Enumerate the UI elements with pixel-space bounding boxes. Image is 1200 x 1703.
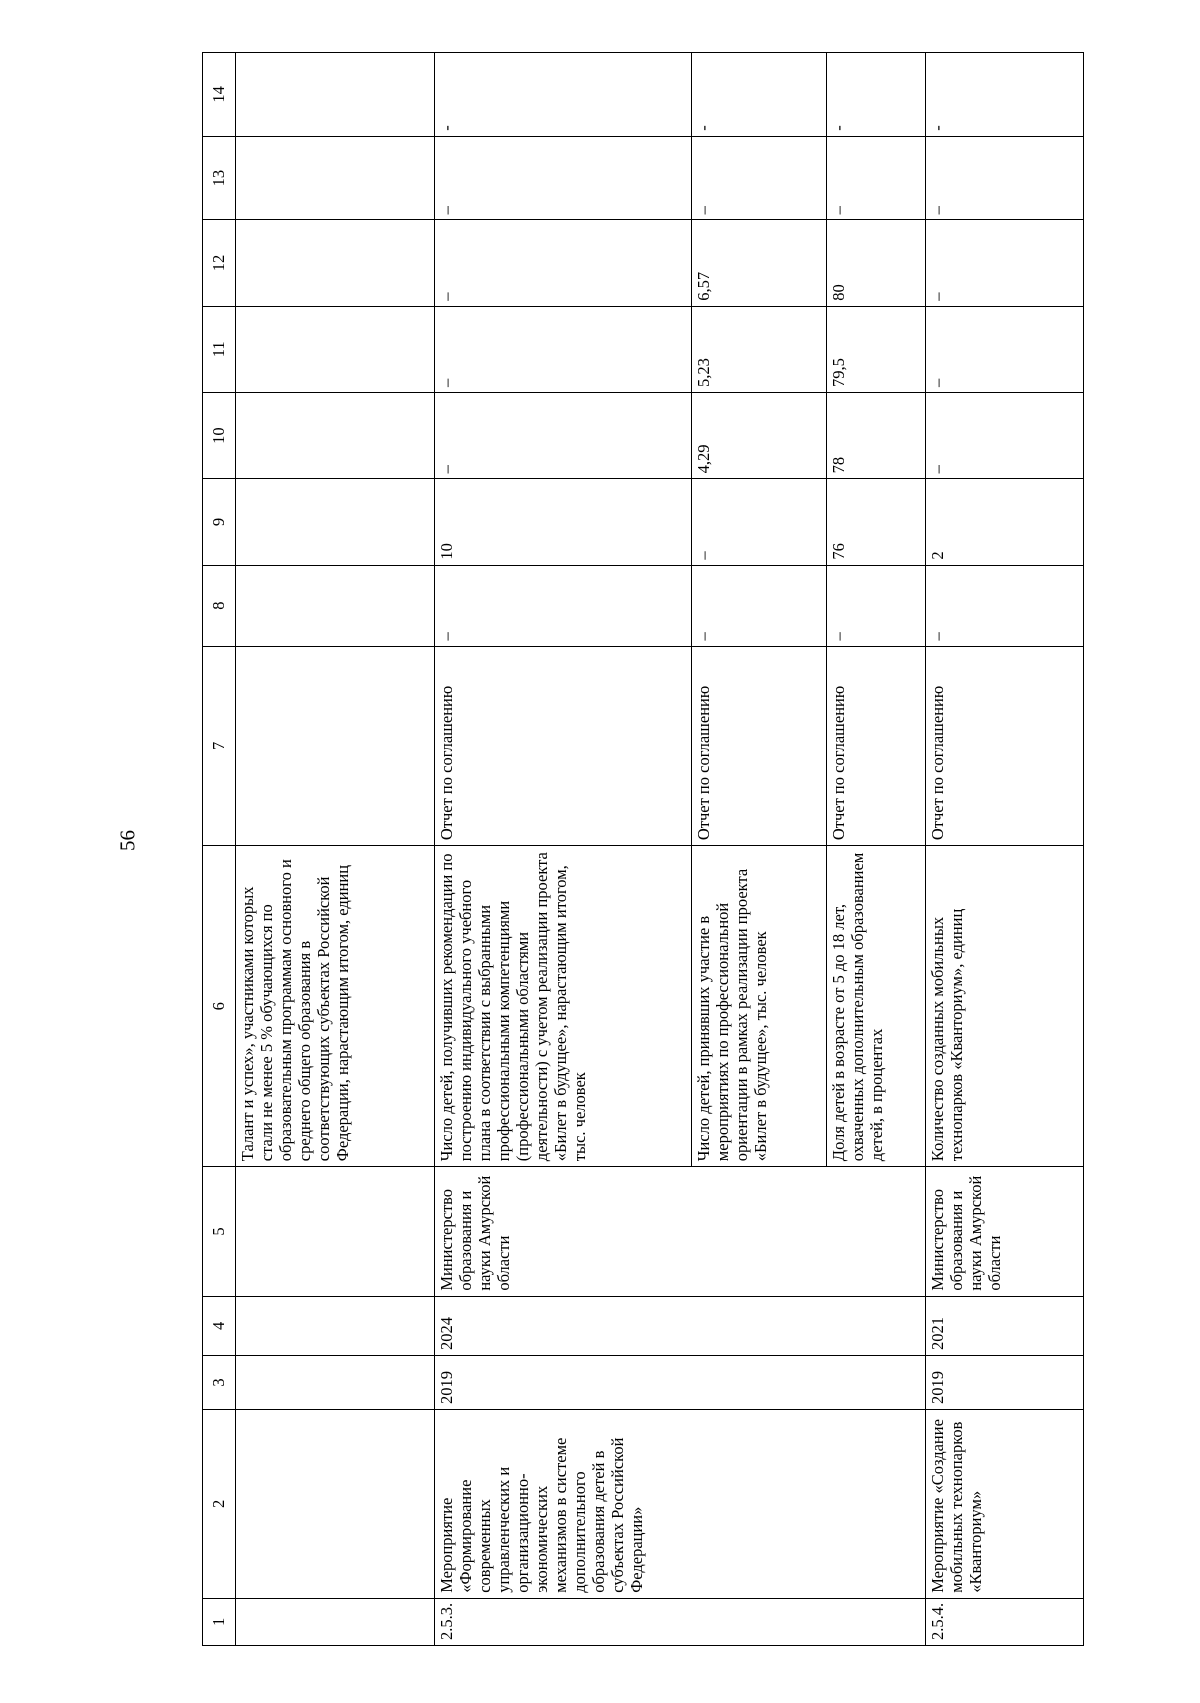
header-cell-14: 14 [203,53,236,137]
end-year-cell: 2021 [926,1296,1084,1355]
value-cell-8: – [435,565,692,646]
source-cell: Отчет по соглашению [435,646,692,846]
table-header-row [203,53,236,1646]
cell-empty [236,1296,435,1355]
cell-empty [236,479,435,565]
executor-cell: Министерство образования и науки Амурской области [435,1167,926,1296]
source-cell: Отчет по соглашению [926,646,1084,846]
indicator-cell: Количество созданных мобильных технопарков «Кванториум», единиц [926,846,1084,1167]
header-cell-10: 10 [203,393,236,479]
value-cell-12: 6,57 [692,220,827,306]
cell-empty [236,646,435,846]
value-cell-12: – [435,220,692,306]
value-cell-13: – [826,136,926,220]
value-cell-14: - [926,53,1084,137]
cell-empty [236,565,435,646]
cell-empty [236,306,435,392]
value-cell-9: – [692,479,827,565]
program-table [202,52,1084,1646]
value-cell-13: – [435,136,692,220]
cell-empty [236,220,435,306]
header-cell-13: 13 [203,136,236,220]
value-cell-10: 78 [826,393,926,479]
value-cell-11: – [926,306,1084,392]
cell-empty [236,1598,435,1645]
header-cell-4: 4 [203,1296,236,1355]
value-cell-8: – [692,565,827,646]
value-cell-14: - [826,53,926,137]
cell-empty [236,1409,435,1598]
value-cell-14: - [692,53,827,137]
header-cell-11: 11 [203,306,236,392]
header-cell-12: 12 [203,220,236,306]
source-cell: Отчет по соглашению [826,646,926,846]
end-year-cell: 2024 [435,1296,926,1355]
header-cell-3: 3 [203,1356,236,1410]
value-cell-9: 2 [926,479,1084,565]
cell-empty [236,136,435,220]
cell-empty [236,393,435,479]
value-cell-14: - [435,53,692,137]
value-cell-10: – [435,393,692,479]
value-cell-12: 80 [826,220,926,306]
value-cell-11: 5,23 [692,306,827,392]
header-cell-6: 6 [203,846,236,1167]
value-cell-13: – [926,136,1084,220]
header-cell-9: 9 [203,479,236,565]
cell-empty [236,1167,435,1296]
table-row-2-5-4 [926,53,1084,1646]
indicator-cell: Доля детей в возрасте от 5 до 18 лет, охваченных дополнительным образованием детей, в процентах [826,846,926,1167]
value-cell-9: 10 [435,479,692,565]
value-cell-10: 4,29 [692,393,827,479]
header-cell-8: 8 [203,565,236,646]
indicator-cell: Талант и успех», участниками которых стали не менее 5 % обучающихся по образовательным программам основного и среднего общего образования в соответствующих субъектах Российской Федерации, нарастающим итогом, единиц [236,846,435,1167]
cell-empty [236,53,435,137]
table-row-2-5-3-a [435,53,692,1646]
source-cell: Отчет по соглашению [692,646,827,846]
executor-cell: Министерство образования и науки Амурской области [926,1167,1084,1296]
measure-title-cell: Мероприятие «Формирование современных управленческих и организационно-экономических механизмов в системе дополнительного образования детей в субъектах Российской Федерации» [435,1409,926,1598]
cell-empty [236,1356,435,1410]
value-cell-9: 76 [826,479,926,565]
start-year-cell: 2019 [926,1356,1084,1410]
header-cell-1: 1 [203,1598,236,1645]
start-year-cell: 2019 [435,1356,926,1410]
value-cell-8: – [926,565,1084,646]
page-number: 56 [115,830,140,851]
header-cell-7: 7 [203,646,236,846]
header-cell-5: 5 [203,1167,236,1296]
indicator-cell: Число детей, получивших рекомендации по построению индивидуального учебного плана в соответствии с выбранными профессиональными компетенциями (профессиональными областями деятельности) с учетом реализации проекта «Билет в будущее», нарастающим итогом, тыс. человек [435,846,692,1167]
value-cell-11: 79,5 [826,306,926,392]
indicator-cell: Число детей, принявших участие в мероприятиях по профессиональной ориентации в рамках реализации проекта «Билет в будущее», тыс. человек [692,846,827,1167]
value-cell-10: – [926,393,1084,479]
measure-title-cell: Мероприятие «Создание мобильных технопарков «Кванториум» [926,1409,1084,1598]
value-cell-11: – [435,306,692,392]
value-cell-12: – [926,220,1084,306]
row-number-cell: 2.5.4. [926,1598,1084,1645]
rotated-table-wrapper [202,52,1084,1646]
table-row-talent-continuation [236,53,435,1646]
row-number-cell: 2.5.3. [435,1598,926,1645]
header-cell-2: 2 [203,1409,236,1598]
value-cell-8: – [826,565,926,646]
value-cell-13: – [692,136,827,220]
